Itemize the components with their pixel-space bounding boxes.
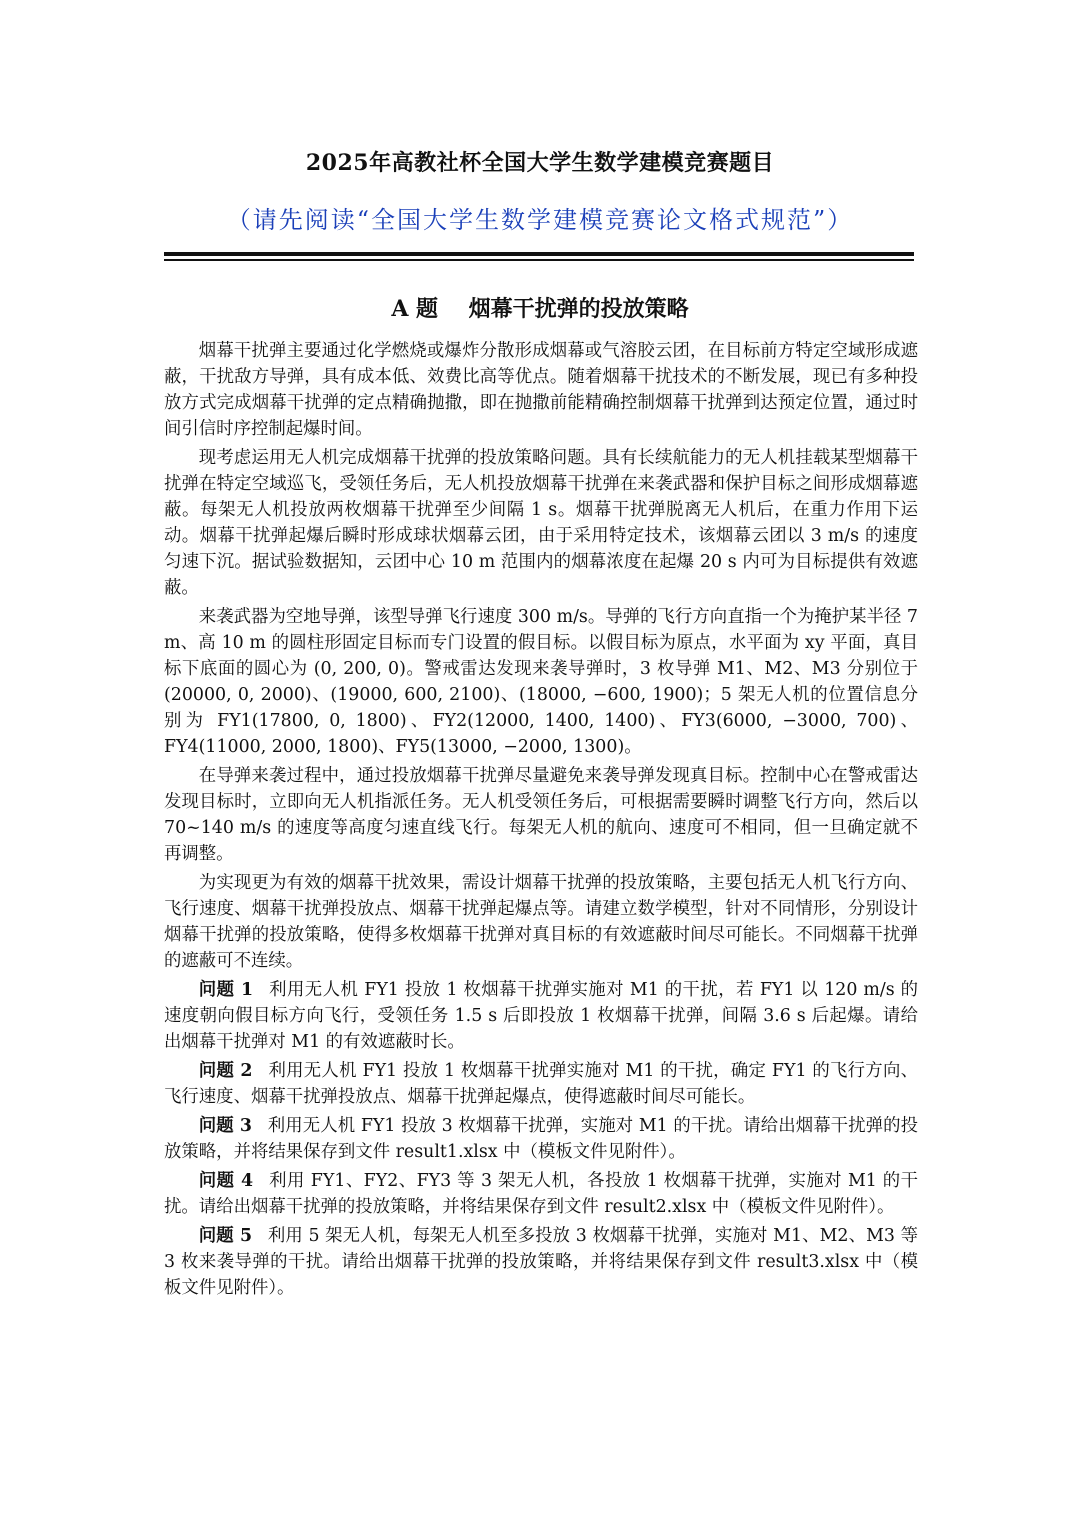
question-item (164, 977, 918, 1055)
paragraph: 来袭武器为空地导弹，该型导弹飞行速度 300 m/s。导弹的飞行方向直指一个为掩护某半径 7 m、高 10 m 的圆柱形固定目标而专门设置的假目标。以假目标为原点，水平面为 xy 平面，真目标下底面的圆心为 (0, 200, 0)。警戒雷达发现来袭导弹时，3 枚导弹 M1、M2、M3 分别位于 (20000, 0, 2000)、(19000, 600, 2100)、(18000, −600, 1900)；5 架无人机的位置信息分别为 FY1(17800, 0, 1800)、FY2(12000, 1400, 1400)、FY3(6000, −3000, 700)、FY4(11000, 2000, 1800)、FY5(13000, −2000, 1300)。 (164, 607, 918, 757)
question-text: 利用无人机 FY1 投放 1 枚烟幕干扰弹实施对 M1 的干扰，确定 FY1 的飞行方向、飞行速度、烟幕干扰弹投放点、烟幕干扰弹起爆点，使得遮蔽时间尽可能长。 (164, 1061, 919, 1107)
problem-title: A 题 烟幕干扰弹的投放策略 (391, 296, 689, 322)
question-label: 问题 5 (198, 1226, 253, 1246)
question-item (164, 1168, 918, 1220)
question-text: 利用无人机 FY1 投放 3 枚烟幕干扰弹，实施对 M1 的干扰。请给出烟幕干扰弹的投放策略，并将结果保存到文件 result1.xlsx 中（模板文件见附件）。 (164, 1116, 919, 1162)
question-text: 利用 5 架无人机，每架无人机至多投放 3 枚烟幕干扰弹，实施对 M1、M2、M3 等 3 枚来袭导弹的干扰。请给出烟幕干扰弹的投放策略，并将结果保存到文件 result3.xlsx 中（模板文件见附件）。 (164, 1226, 918, 1298)
question-label: 问题 4 (198, 1171, 254, 1191)
paragraph: 为实现更为有效的烟幕干扰效果，需设计烟幕干扰弹的投放策略，主要包括无人机飞行方向、飞行速度、烟幕干扰弹投放点、烟幕干扰弹起爆点等。请建立数学模型，针对不同情形，分别设计烟幕干扰弹的投放策略，使得多枚烟幕干扰弹对真目标的有效遮蔽时间尽可能长。不同烟幕干扰弹的遮蔽可不连续。 (164, 873, 918, 971)
question-label: 问题 1 (198, 980, 254, 1000)
question-item (164, 1058, 918, 1110)
header-divider-thin (164, 259, 914, 261)
document-subtitle: （请先阅读“全国大学生数学建模竞赛论文格式规范”） (226, 206, 854, 234)
question-item (164, 1113, 918, 1165)
question-label: 问题 3 (198, 1116, 253, 1136)
question-text: 利用无人机 FY1 投放 1 枚烟幕干扰弹实施对 M1 的干扰，若 FY1 以 120 m/s 的速度朝向假目标方向飞行，受领任务 1.5 s 后即投放 1 枚烟幕干扰弹，间隔 3.6 s 后起爆。请给出烟幕干扰弹对 M1 的有效遮蔽时长。 (164, 980, 918, 1052)
question-item (164, 1223, 918, 1301)
paragraph: 烟幕干扰弹主要通过化学燃烧或爆炸分散形成烟幕或气溶胶云团，在目标前方特定空域形成遮蔽，干扰敌方导弹，具有成本低、效费比高等优点。随着烟幕干扰技术的不断发展，现已有多种投放方式完成烟幕干扰弹的定点精确抛撒，即在抛撒前能精确控制烟幕干扰弹到达预定位置，通过时间引信时序控制起爆时间。 (164, 341, 918, 439)
question-label: 问题 2 (198, 1061, 253, 1081)
paragraph: 在导弹来袭过程中，通过投放烟幕干扰弹尽量避免来袭导弹发现真目标。控制中心在警戒雷达发现目标时，立即向无人机指派任务。无人机受领任务后，可根据需要瞬时调整飞行方向，然后以 70~140 m/s 的速度等高度匀速直线飞行。每架无人机的航向、速度可不相同，但一旦确定就不再调整。 (164, 766, 918, 864)
document-title: 2025年高教社杯全国大学生数学建模竞赛题目 (305, 150, 775, 176)
problem-body (164, 338, 918, 1304)
header-divider-thick (164, 252, 914, 256)
paragraph: 现考虑运用无人机完成烟幕干扰弹的投放策略问题。具有长续航能力的无人机挂载某型烟幕干扰弹在特定空域巡飞，受领任务后，无人机投放烟幕干扰弹在来袭武器和保护目标之间形成烟幕遮蔽。每架无人机投放两枚烟幕干扰弹至少间隔 1 s。烟幕干扰弹脱离无人机后，在重力作用下运动。烟幕干扰弹起爆后瞬时形成球状烟幕云团，由于采用特定技术，该烟幕云团以 3 m/s 的速度匀速下沉。据试验数据知，云团中心 10 m 范围内的烟幕浓度在起爆 20 s 内可为目标提供有效遮蔽。 (164, 448, 918, 598)
question-text: 利用 FY1、FY2、FY3 等 3 架无人机，各投放 1 枚烟幕干扰弹，实施对 M1 的干扰。请给出烟幕干扰弹的投放策略，并将结果保存到文件 result2.xlsx 中（模板文件见附件）。 (164, 1171, 919, 1217)
